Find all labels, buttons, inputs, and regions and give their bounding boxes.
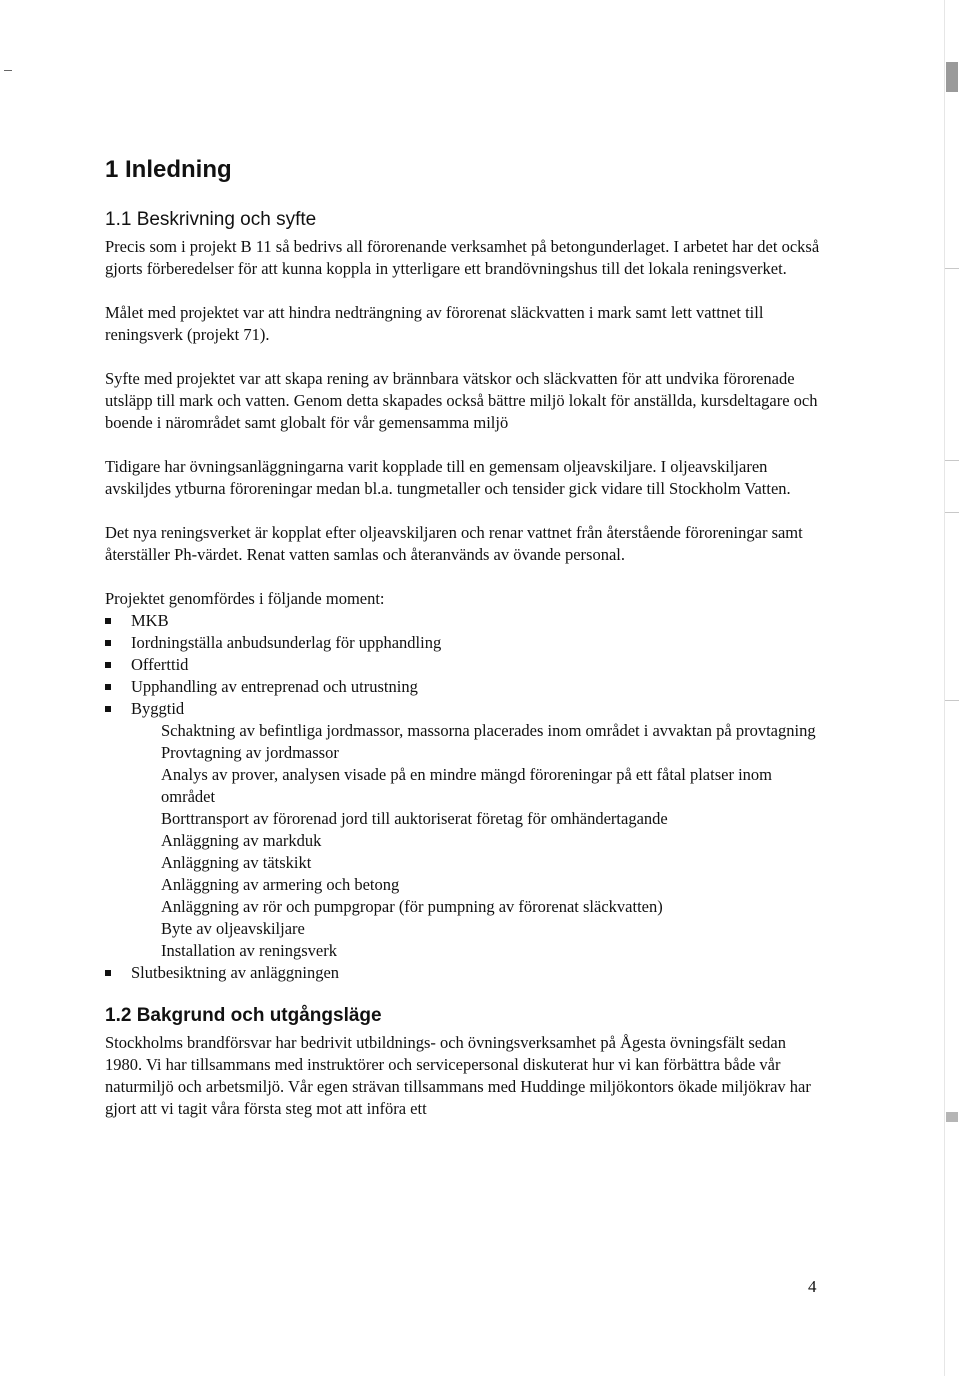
sub-list-item: Anläggning av rör och pumpgropar (för pumpning av förorenat släckvatten) — [161, 897, 663, 916]
bullet-icon — [105, 970, 111, 976]
chapter-heading: 1 Inledning — [105, 156, 232, 183]
sub-list-item: Anläggning av armering och betong — [161, 875, 400, 894]
sub-list-item: Borttransport av förorenad jord till auktoriserat företag för omhändertagande — [161, 809, 668, 828]
list-item-text: Iordningställa anbudsunderlag för upphandling — [131, 633, 442, 652]
paragraph: Tidigare har övningsanläggningarna varit kopplade till en gemensam oljeavskiljare. I oljeavskiljaren avskiljdes ytburna föroreningar medan bl.a. tungmetaller och tensider gick vidare till Stockholm Vatten. — [105, 457, 791, 498]
paragraph: Precis som i projekt B 11 så bedrivs all förorenande verksamhet på betongunderlaget. I arbetet har det också gjorts förberedelser för att kunna koppla in ytterligare ett brandövningshus till det lokala reningsverket. — [105, 237, 820, 278]
scan-edge-line — [944, 0, 945, 1376]
bullet-icon — [105, 684, 111, 690]
scan-artifact — [4, 70, 12, 71]
list-item-text: MKB — [131, 611, 169, 630]
bullet-icon — [105, 618, 111, 624]
sub-list-item: Installation av reningsverk — [161, 941, 337, 960]
bullet-icon — [105, 662, 111, 668]
scan-edge-tick — [945, 460, 959, 461]
bullet-icon — [105, 640, 111, 646]
sub-list — [131, 720, 825, 962]
list-item — [105, 698, 825, 962]
bullet-icon — [105, 706, 111, 712]
scan-edge-mark — [946, 1112, 958, 1122]
scan-edge-tick — [945, 700, 959, 701]
sub-list-item: Analys av prover, analysen visade på en mindre mängd föroreningar på ett fåtal platser inom området — [161, 765, 772, 806]
sub-list-item: Schaktning av befintliga jordmassor, massorna placerades inom området i avvaktan på provtagning — [161, 721, 816, 740]
page-number: 4 — [808, 1277, 817, 1296]
list-item — [105, 610, 825, 632]
sub-list-item: Anläggning av tätskikt — [161, 853, 312, 872]
section-heading-1-1: 1.1 Beskrivning och syfte — [105, 209, 317, 230]
list-intro: Projektet genomfördes i följande moment: — [105, 589, 385, 608]
list-item-text: Upphandling av entreprenad och utrustning — [131, 677, 418, 696]
moment-list — [105, 610, 825, 984]
paragraph: Målet med projektet var att hindra nedträngning av förorenat släckvatten i mark samt lett vattnet till reningsverk (projekt 71). — [105, 303, 764, 344]
sub-list-item: Byte av oljeavskiljare — [161, 919, 305, 938]
list-item — [105, 962, 825, 984]
paragraph: Det nya reningsverket är kopplat efter oljeavskiljaren och renar vattnet från återstående föroreningar samt återställer Ph-värdet. Renat vatten samlas och återanvänds av övande personal. — [105, 523, 803, 564]
sub-list-item: Provtagning av jordmassor — [161, 743, 339, 762]
list-item — [105, 632, 825, 654]
list-item-text: Byggtid — [131, 699, 185, 718]
section-heading-1-2: 1.2 Bakgrund och utgångsläge — [105, 1005, 382, 1026]
sub-list-item: Anläggning av markduk — [161, 831, 322, 850]
scan-edge-mark — [946, 62, 958, 92]
list-item — [105, 676, 825, 698]
page-content — [105, 150, 825, 1142]
list-item-text: Offerttid — [131, 655, 189, 674]
paragraph: Syfte med projektet var att skapa rening av brännbara vätskor och släckvatten för att undvika förorenade utsläpp till mark och vatten. Genom detta skapades också bättre miljö lokalt för anställda, kursdeltagare och boende i närområdet samt globalt för vår gemensamma miljö — [105, 369, 818, 432]
paragraph: Stockholms brandförsvar har bedrivit utbildnings- och övningsverksamhet på Ågesta övningsfält sedan 1980. Vi har tillsammans med instruktörer och servicepersonal diskuterat hur vi kan förbättra både vår naturmiljö och arbetsmiljö. Vår egen strävan tillsammans med Huddinge miljökontors ökade miljökrav har gjort att vi tagit våra första steg mot att införa ett — [105, 1033, 811, 1118]
scan-edge-tick — [945, 512, 959, 513]
scan-edge-tick — [945, 268, 959, 269]
list-item — [105, 654, 825, 676]
list-item-text: Slutbesiktning av anläggningen — [131, 963, 340, 982]
